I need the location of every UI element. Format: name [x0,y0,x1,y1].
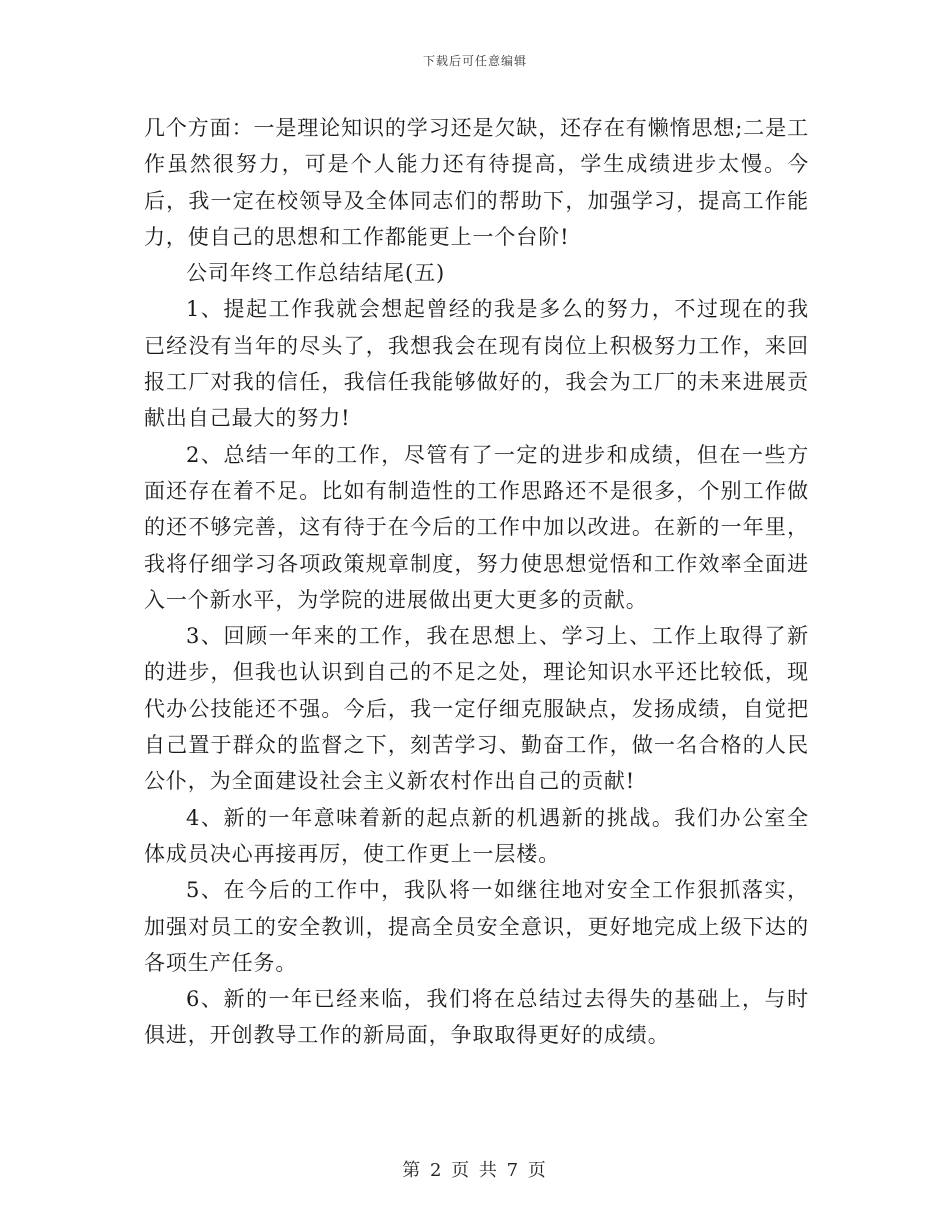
page-number: 第 2 页 共 7 页 [402,1160,548,1181]
paragraph-6: 6、新的一年已经来临，我们将在总结过去得失的基础上，与时俱进，开创教导工作的新局面，争取取得更好的成绩。 [144,987,809,1048]
paragraph-3: 3、回顾一年来的工作，我在思想上、学习上、工作上取得了新的进步，但我也认识到自己的不足之处，理论知识水平还比较低，现代办公技能还不强。今后，我一定仔细克服缺点，发扬成绩，自觉把自己置于群众的监督之下，刻苦学习、勤奋工作，做一名合格的人民公仆，为全面建设社会主义新农村作出自己的贡献! [144,624,809,794]
intro-paragraph: 几个方面：一是理论知识的学习还是欠缺，还存在有懒惰思想;二是工作虽然很努力，可是个人能力还有待提高，学生成绩进步太慢。今后，我一定在校领导及全体同志们的帮助下，加强学习，提高工作能力，使自己的思想和工作都能更上一个台阶! [144,116,809,249]
paragraph-5: 5、在今后的工作中，我队将一如继往地对安全工作狠抓落实，加强对员工的安全教训，提高全员安全意识，更好地完成上级下达的各项生产任务。 [144,878,809,975]
document-body [144,110,809,1054]
section-title: 公司年终工作总结结尾(五) [186,261,446,286]
paragraph-4: 4、新的一年意味着新的起点新的机遇新的挑战。我们办公室全体成员决心再接再厉，使工作更上一层楼。 [144,805,809,866]
paragraph-2: 2、总结一年的工作，尽管有了一定的进步和成绩，但在一些方面还存在着不足。比如有制造性的工作思路还不是很多，个别工作做的还不够完善，这有待于在今后的工作中加以改进。在新的一年里，我将仔细学习各项政策规章制度，努力使思想觉悟和工作效率全面进入一个新水平，为学院的进展做出更大更多的贡献。 [144,442,809,612]
paragraph-1: 1、提起工作我就会想起曾经的我是多么的努力，不过现在的我已经没有当年的尽头了，我想我会在现有岗位上积极努力工作，来回报工厂对我的信任，我信任我能够做好的，我会为工厂的未来进展贡献出自己最大的努力! [144,297,809,431]
header-note: 下载后可任意编辑 [422,54,527,68]
